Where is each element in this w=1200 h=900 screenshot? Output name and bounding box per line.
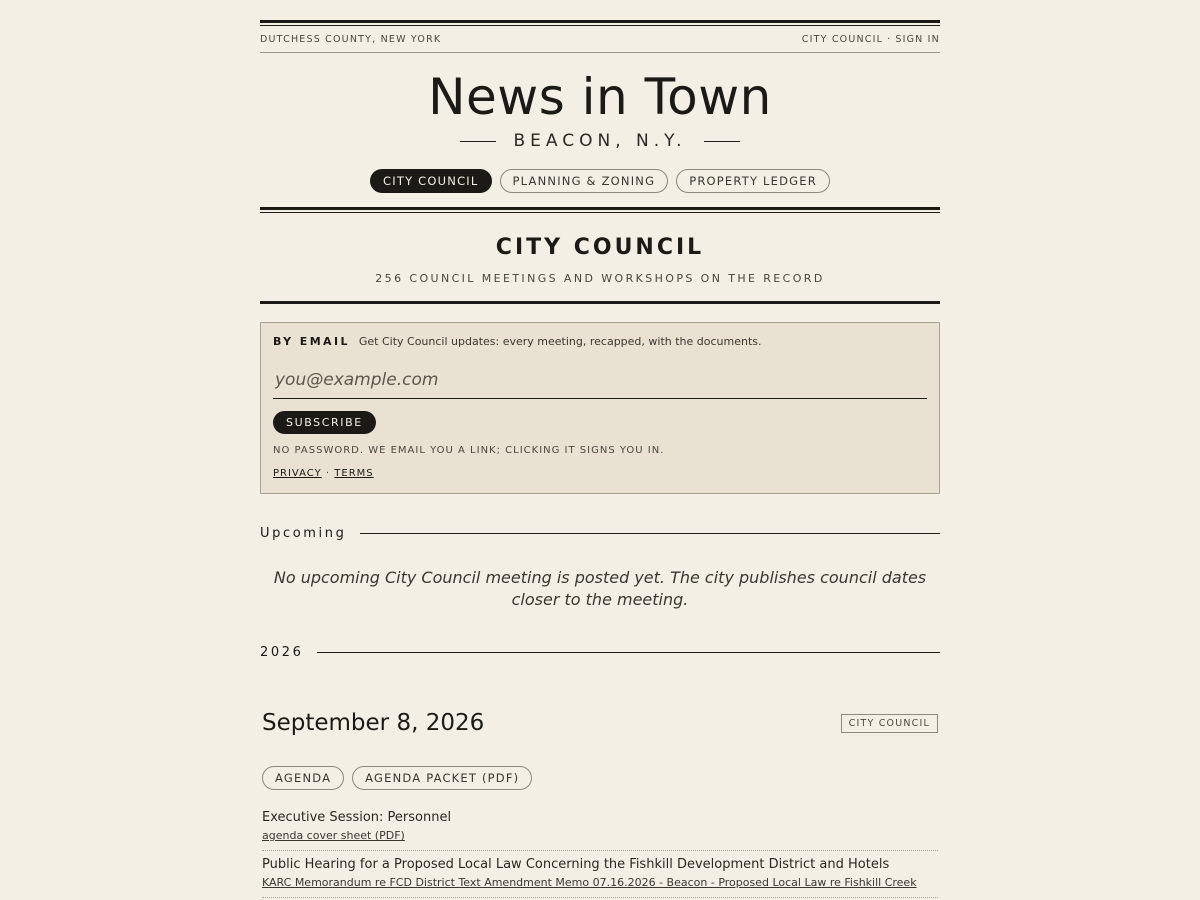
meeting-type-badge: CITY COUNCIL: [841, 714, 938, 733]
upcoming-rule: [360, 533, 940, 534]
subscribe-button[interactable]: SUBSCRIBE: [273, 411, 376, 434]
agenda-item: [262, 851, 938, 898]
tab-property-ledger[interactable]: PROPERTY LEDGER: [676, 169, 830, 193]
legal-separator: ·: [325, 468, 331, 479]
year-heading: [260, 645, 940, 660]
year-rule: [317, 652, 940, 653]
place-line: [260, 131, 940, 151]
email-label: BY EMAIL: [273, 335, 350, 348]
place-dash-right: [704, 141, 740, 142]
link-separator: ·: [887, 33, 892, 45]
section-top-rule: [260, 207, 940, 213]
privacy-link[interactable]: PRIVACY: [273, 468, 322, 479]
agenda-item: [262, 804, 938, 851]
email-signup-box: [260, 322, 940, 494]
email-header: [273, 335, 927, 348]
meeting-documents: [262, 766, 938, 790]
place-name: BEACON, N.Y.: [513, 131, 687, 151]
section-nav: [260, 169, 940, 193]
meeting-entry: [260, 710, 940, 898]
agenda-items: [262, 804, 938, 898]
tab-city-council[interactable]: CITY COUNCIL: [370, 169, 491, 193]
region-label: DUTCHESS COUNTY, NEW YORK: [260, 33, 442, 45]
year-label: 2026: [260, 645, 304, 660]
legal-links: [273, 468, 927, 479]
upcoming-label: Upcoming: [260, 526, 347, 541]
section-header: [260, 207, 940, 304]
section-title: CITY COUNCIL: [495, 235, 705, 260]
email-field[interactable]: [273, 370, 927, 399]
agenda-item-title: Public Hearing for a Proposed Local Law Concerning the Fishkill Development District and Hotels: [262, 857, 890, 872]
meeting-header: [262, 710, 938, 736]
upcoming-message: No upcoming City Council meeting is posted yet. The city publishes council dates closer to the meeting.: [273, 568, 927, 609]
masthead-links: [802, 34, 940, 45]
tab-planning-zoning[interactable]: PLANNING & ZONING: [500, 169, 669, 193]
email-note: NO PASSWORD. WE EMAIL YOU A LINK; CLICKING IT SIGNS YOU IN.: [273, 445, 665, 456]
sign-in-link[interactable]: SIGN IN: [895, 33, 940, 45]
site-title[interactable]: News in Town: [428, 68, 772, 126]
email-description: Get City Council updates: every meeting, recapped, with the documents.: [358, 335, 762, 348]
city-council-link[interactable]: CITY COUNCIL: [801, 33, 884, 45]
terms-link[interactable]: TERMS: [334, 468, 374, 479]
place-dash-left: [460, 141, 496, 142]
section-subtitle: 256 COUNCIL MEETINGS AND WORKSHOPS ON THE RECORD: [260, 272, 940, 304]
agenda-button[interactable]: AGENDA: [262, 766, 344, 790]
masthead-top-bar: [260, 26, 940, 53]
agenda-packet-button[interactable]: AGENDA PACKET (PDF): [352, 766, 532, 790]
page: [260, 0, 940, 898]
agenda-item-document-link[interactable]: agenda cover sheet (PDF): [262, 829, 405, 842]
agenda-item-document-link[interactable]: KARC Memorandum re FCD District Text Amendment Memo 07.16.2026 - Beacon - Proposed Local Law re Fishkill Creek: [262, 876, 917, 889]
agenda-item-title: Executive Session: Personnel: [262, 810, 452, 825]
meeting-date[interactable]: September 8, 2026: [262, 710, 485, 736]
upcoming-heading: [260, 526, 940, 541]
